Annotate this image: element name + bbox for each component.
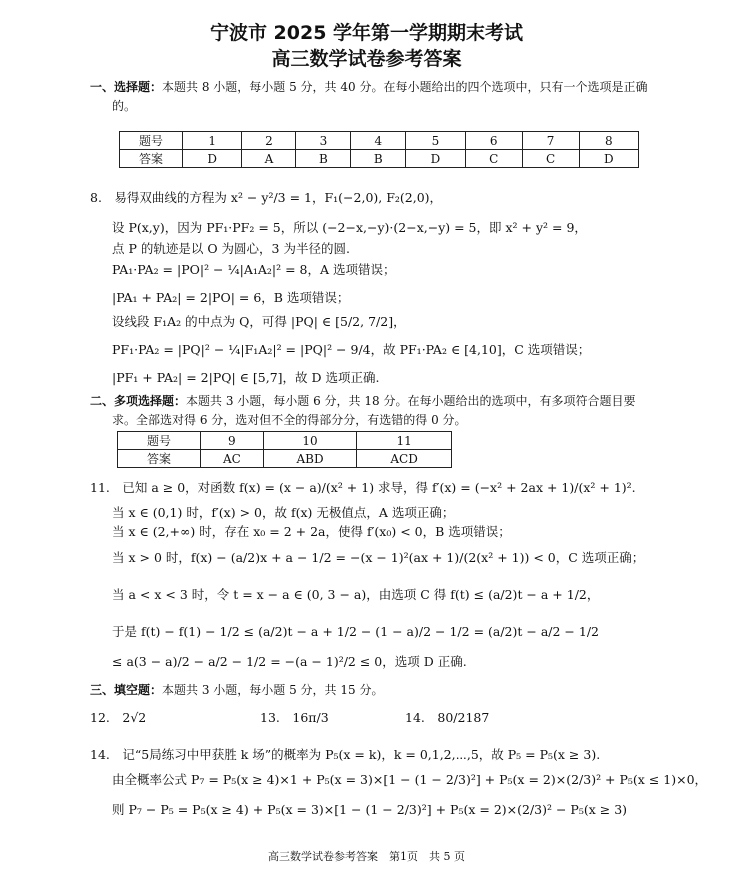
question-number-cell: 2 [242, 132, 296, 150]
solution-line: 14. 记“5局练习中甲获胜 k 场”的概率为 P₅(x = k)，k = 0,1,2,⋯,5，故 P₅ = P₅(x ≥ 3). [90, 747, 601, 762]
solution-line: PF₁·PA₂ = |PQ|² − ¼|F₁A₂|² = |PQ|² − 9/4，故 PF₁·PA₂ ∈ [4,10]，C 选项错误； [112, 342, 591, 357]
question-number-cell: 4 [351, 132, 406, 150]
solution-line: 11. 已知 a ≥ 0，对函数 f(x) = (x − a)/(x² + 1) 求导，得 f′(x) = (−x² + 2ax + 1)/(x² + 1)². [90, 480, 636, 495]
answer-cell: B [351, 150, 406, 168]
answer-14: 14. 80/2187 [405, 710, 490, 725]
section3-heading: 三、填空题： [90, 683, 163, 697]
solution-line: 设 P(x,y)，因为 PF₁·PF₂ = 5，所以 (−2−x,−y)·(2−x,−y) = 5，即 x² + y² = 9， [112, 220, 587, 235]
row-label-number: 题号 [118, 432, 201, 450]
solution-line: 当 x ∈ (2,+∞) 时，存在 x₀ = 2 + 2a，使得 f′(x₀) < 0，B 选项错误； [112, 524, 511, 539]
solution-line: ≤ a(3 − a)/2 − a/2 − 1/2 = −(a − 1)²/2 ≤ 0，选项 D 正确. [112, 654, 467, 669]
solution-line: 当 a < x < 3 时，令 t = x − a ∈ (0, 3 − a)，由选项 C 得 f(t) ≤ (a/2)t − a + 1/2， [112, 587, 600, 602]
answer-12: 12. 2√2 [90, 710, 147, 725]
section2-heading: 二、多项选择题： [90, 394, 187, 408]
solution-line: PA₁·PA₂ = |PO|² − ¼|A₁A₂|² = 8，A 选项错误； [112, 262, 396, 277]
document-subtitle: 高三数学试卷参考答案 [271, 48, 462, 70]
section1-intro [90, 78, 647, 95]
solution-line: 设线段 F₁A₂ 的中点为 Q，可得 |PQ| ∈ [5/2, 7/2]， [112, 314, 406, 329]
section1-text-cont: 的。 [112, 99, 137, 113]
answer-cell: D [406, 150, 465, 168]
answer-cell: A [242, 150, 296, 168]
question-number-cell: 6 [465, 132, 522, 150]
row-label-answer: 答案 [118, 450, 201, 468]
row-label-answer: 答案 [120, 150, 183, 168]
answer-cell: B [296, 150, 351, 168]
question-number-cell: 10 [263, 432, 357, 450]
section2-text: 本题共 3 小题，每小题 6 分，共 18 分。在每小题给出的选项中，有多项符合题目要 [186, 394, 636, 408]
answer-13: 13. 16π/3 [260, 710, 329, 725]
section1-answer-table [119, 131, 639, 168]
section3-intro [90, 681, 383, 698]
answer-cell: D [183, 150, 242, 168]
section1-text: 本题共 8 小题，每小题 5 分，共 40 分。在每小题给出的四个选项中，只有一个选项是正确 [162, 80, 648, 94]
section3-text: 本题共 3 小题，每小题 5 分，共 15 分。 [162, 683, 384, 697]
solution-line: 于是 f(t) − f(1) − 1/2 ≤ (a/2)t − a + 1/2 − (1 − a)/2 − 1/2 = (a/2)t − a/2 − 1/2 [112, 624, 599, 639]
answer-cell: AC [201, 450, 264, 468]
section2-intro [90, 392, 635, 409]
solution-line: 点 P 的轨迹是以 O 为圆心，3 为半径的圆. [112, 241, 350, 256]
question-number-cell: 1 [183, 132, 242, 150]
page-footer: 高三数学试卷参考答案 第1页 共 5 页 [268, 850, 465, 863]
section1-heading: 一、选择题： [90, 80, 163, 94]
solution-line: 8. 易得双曲线的方程为 x² − y²/3 = 1，F₁(−2,0), F₂(2,0)， [90, 190, 443, 205]
answer-cell: ACD [357, 450, 452, 468]
answer-cell: C [465, 150, 522, 168]
question-number-cell: 11 [357, 432, 452, 450]
answer-cell: D [579, 150, 638, 168]
solution-line: 则 P₇ − P₅ = P₅(x ≥ 4) + P₅(x = 3)×[1 − (1 − 2/3)²] + P₅(x = 2)×(2/3)² − P₅(x ≥ 3) [112, 802, 628, 817]
question-number-cell: 7 [522, 132, 579, 150]
question-number-cell: 5 [406, 132, 465, 150]
solution-line: 由全概率公式 P₇ = P₅(x ≥ 4)×1 + P₅(x = 3)×[1 − (1 − 2/3)²] + P₅(x = 2)×(2/3)² + P₅(x ≤ 1)×0， [112, 772, 708, 787]
answer-cell: ABD [263, 450, 357, 468]
solution-line: |PA₁ + PA₂| = 2|PO| = 6，B 选项错误； [112, 290, 350, 305]
section2-text-cont: 求。全部选对得 6 分，选对但不全的得部分分，有选错的得 0 分。 [112, 413, 467, 427]
solution-line: 当 x > 0 时，f(x) − (a/2)x + a − 1/2 = −(x − 1)²(ax + 1)/(2(x² + 1)) < 0，C 选项正确； [112, 550, 645, 565]
document-title: 宁波市 2025 学年第一学期期末考试 [209, 22, 524, 44]
row-label-number: 题号 [120, 132, 183, 150]
answer-cell: C [522, 150, 579, 168]
question-number-cell: 9 [201, 432, 264, 450]
solution-line: 当 x ∈ (0,1) 时，f′(x) > 0，故 f(x) 无极值点，A 选项正确； [112, 505, 455, 520]
question-number-cell: 3 [296, 132, 351, 150]
question-number-cell: 8 [579, 132, 638, 150]
section2-answer-table [117, 431, 452, 468]
solution-line: |PF₁ + PA₂| = 2|PQ| ∈ [5,7]，故 D 选项正确. [112, 370, 380, 385]
